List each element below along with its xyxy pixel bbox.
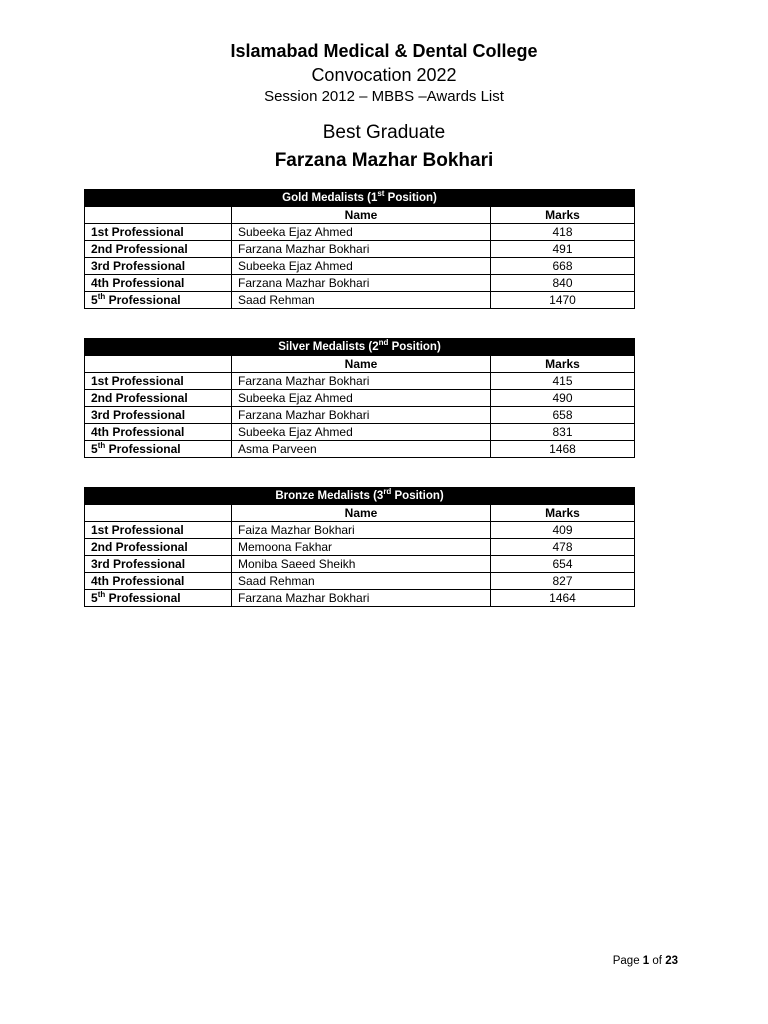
professional-cell: 4th Professional (85, 573, 232, 590)
table-title-row (85, 339, 635, 356)
name-cell: Saad Rehman (232, 573, 491, 590)
convocation-title: Convocation 2022 (311, 65, 457, 85)
table-row (85, 275, 635, 292)
table-row (85, 522, 635, 539)
table-row (85, 556, 635, 573)
table-row (85, 424, 635, 441)
column-header-row (85, 505, 635, 522)
document-header (0, 38, 768, 173)
column-header-row (85, 207, 635, 224)
page-word: Page (612, 955, 640, 967)
header-marks: Marks (491, 505, 635, 522)
marks-cell: 415 (491, 373, 635, 390)
table-row (85, 573, 635, 590)
table-row (85, 241, 635, 258)
page-total: 23 (665, 955, 678, 967)
name-cell: Farzana Mazhar Bokhari (232, 407, 491, 424)
table-title-row (85, 190, 635, 207)
marks-cell: 490 (491, 390, 635, 407)
marks-cell: 478 (491, 539, 635, 556)
marks-cell: 658 (491, 407, 635, 424)
table-title-row (85, 488, 635, 505)
professional-cell: 5th Professional (85, 441, 232, 458)
name-cell: Farzana Mazhar Bokhari (232, 241, 491, 258)
name-cell: Memoona Fakhar (232, 539, 491, 556)
professional-cell: 4th Professional (85, 275, 232, 292)
marks-cell: 668 (491, 258, 635, 275)
name-cell: Subeeka Ejaz Ahmed (232, 424, 491, 441)
table-row (85, 590, 635, 607)
professional-cell: 1st Professional (85, 522, 232, 539)
marks-cell: 654 (491, 556, 635, 573)
name-cell: Subeeka Ejaz Ahmed (232, 258, 491, 275)
header-blank-cell (85, 505, 232, 522)
table-row (85, 390, 635, 407)
marks-cell: 1464 (491, 590, 635, 607)
professional-cell: 2nd Professional (85, 539, 232, 556)
name-cell: Faiza Mazhar Bokhari (232, 522, 491, 539)
table-row (85, 441, 635, 458)
gold-medalists-table (84, 189, 635, 309)
professional-cell: 3rd Professional (85, 258, 232, 275)
name-cell: Subeeka Ejaz Ahmed (232, 224, 491, 241)
of-word: of (652, 955, 662, 967)
professional-cell: 1st Professional (85, 224, 232, 241)
gold-table-title: Gold Medalists (1st Position) (85, 190, 635, 207)
professional-cell: 5th Professional (85, 292, 232, 309)
professional-cell: 5th Professional (85, 590, 232, 607)
name-cell: Farzana Mazhar Bokhari (232, 275, 491, 292)
name-cell: Asma Parveen (232, 441, 491, 458)
marks-cell: 827 (491, 573, 635, 590)
column-header-row (85, 356, 635, 373)
table-row (85, 407, 635, 424)
marks-cell: 418 (491, 224, 635, 241)
page-current: 1 (642, 955, 650, 967)
header-blank-cell (85, 356, 232, 373)
bronze-table-title: Bronze Medalists (3rd Position) (85, 488, 635, 505)
marks-cell: 840 (491, 275, 635, 292)
marks-cell: 491 (491, 241, 635, 258)
header-blank-cell (85, 207, 232, 224)
header-name: Name (232, 356, 491, 373)
professional-cell: 3rd Professional (85, 407, 232, 424)
name-cell: Saad Rehman (232, 292, 491, 309)
name-cell: Moniba Saeed Sheikh (232, 556, 491, 573)
best-graduate-label: Best Graduate (322, 122, 446, 143)
marks-cell: 409 (491, 522, 635, 539)
table-row (85, 539, 635, 556)
table-row (85, 292, 635, 309)
name-cell: Farzana Mazhar Bokhari (232, 373, 491, 390)
professional-cell: 3rd Professional (85, 556, 232, 573)
table-row (85, 258, 635, 275)
best-graduate-name: Farzana Mazhar Bokhari (274, 150, 494, 171)
professional-cell: 1st Professional (85, 373, 232, 390)
table-row (85, 373, 635, 390)
header-name: Name (232, 207, 491, 224)
marks-cell: 1470 (491, 292, 635, 309)
header-marks: Marks (491, 356, 635, 373)
silver-medalists-table (84, 338, 635, 458)
professional-cell: 2nd Professional (85, 241, 232, 258)
table-row (85, 224, 635, 241)
header-name: Name (232, 505, 491, 522)
silver-table-title: Silver Medalists (2nd Position) (85, 339, 635, 356)
marks-cell: 1468 (491, 441, 635, 458)
session-subtitle: Session 2012 – MBBS –Awards List (264, 88, 504, 105)
professional-cell: 2nd Professional (85, 390, 232, 407)
page-number (613, 955, 678, 967)
bronze-medalists-table (84, 487, 635, 607)
header-marks: Marks (491, 207, 635, 224)
name-cell: Subeeka Ejaz Ahmed (232, 390, 491, 407)
marks-cell: 831 (491, 424, 635, 441)
professional-cell: 4th Professional (85, 424, 232, 441)
college-title: Islamabad Medical & Dental College (230, 41, 538, 61)
name-cell: Farzana Mazhar Bokhari (232, 590, 491, 607)
